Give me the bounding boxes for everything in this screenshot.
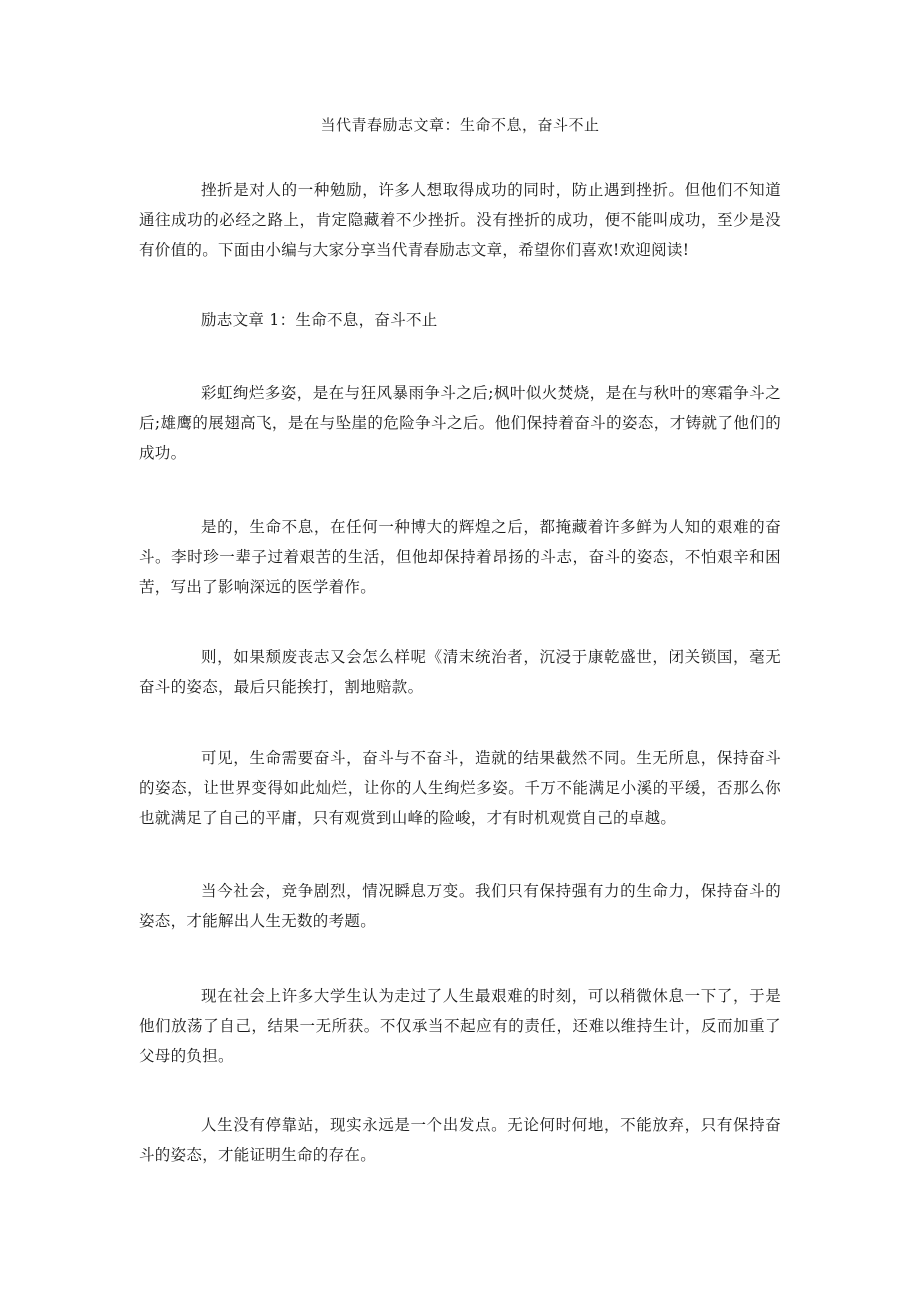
section-heading: 励志文章 1：生命不息，奋斗不止 xyxy=(201,311,438,329)
paragraph-7: 人生没有停靠站，现实永远是一个出发点。无论何时何地，不能放弃，只有保持奋斗的姿态，才能证明生命的存在。 xyxy=(139,1116,781,1164)
document-title: 当代青春励志文章：生命不息，奋斗不止 xyxy=(320,116,600,134)
intro-paragraph: 挫折是对人的一种勉励，许多人想取得成功的同时，防止遇到挫折。但他们不知道通往成功的必经之路上，肯定隐藏着不少挫折。没有挫折的成功，便不能叫成功，至少是没有价值的。下面由小编与大家分享当代青春励志文章，希望你们喜欢!欢迎阅读! xyxy=(139,181,781,259)
paragraph-1: 彩虹绚烂多姿，是在与狂风暴雨争斗之后;枫叶似火焚烧，是在与秋叶的寒霜争斗之后;雄鹰的展翅高飞，是在与坠崖的危险争斗之后。他们保持着奋斗的姿态，才铸就了他们的成功。 xyxy=(139,384,781,462)
paragraph-3: 则，如果颓废丧志又会怎么样呢《清末统治者，沉浸于康乾盛世，闭关锁国，毫无奋斗的姿态，最后只能挨打，割地赔款。 xyxy=(139,648,781,696)
paragraph-2: 是的，生命不息，在任何一种博大的辉煌之后，都掩藏着许多鲜为人知的艰难的奋斗。李时珍一辈子过着艰苦的生活，但他却保持着昂扬的斗志，奋斗的姿态，不怕艰辛和困苦，写出了影响深远的医学着作。 xyxy=(139,518,781,596)
paragraph-4: 可见，生命需要奋斗，奋斗与不奋斗，造就的结果截然不同。生无所息，保持奋斗的姿态，让世界变得如此灿烂，让你的人生绚烂多姿。千万不能满足小溪的平缓，否那么你也就满足了自己的平庸，只有观赏到山峰的险峻，才有时机观赏自己的卓越。 xyxy=(139,749,781,827)
paragraph-6: 现在社会上许多大学生认为走过了人生最艰难的时刻，可以稍微休息一下了，于是他们放荡了自己，结果一无所获。不仅承当不起应有的责任，还难以维持生计，反而加重了父母的负担。 xyxy=(139,987,781,1065)
paragraph-5: 当今社会，竞争剧烈，情况瞬息万变。我们只有保持强有力的生命力，保持奋斗的姿态，才能解出人生无数的考题。 xyxy=(139,882,781,930)
